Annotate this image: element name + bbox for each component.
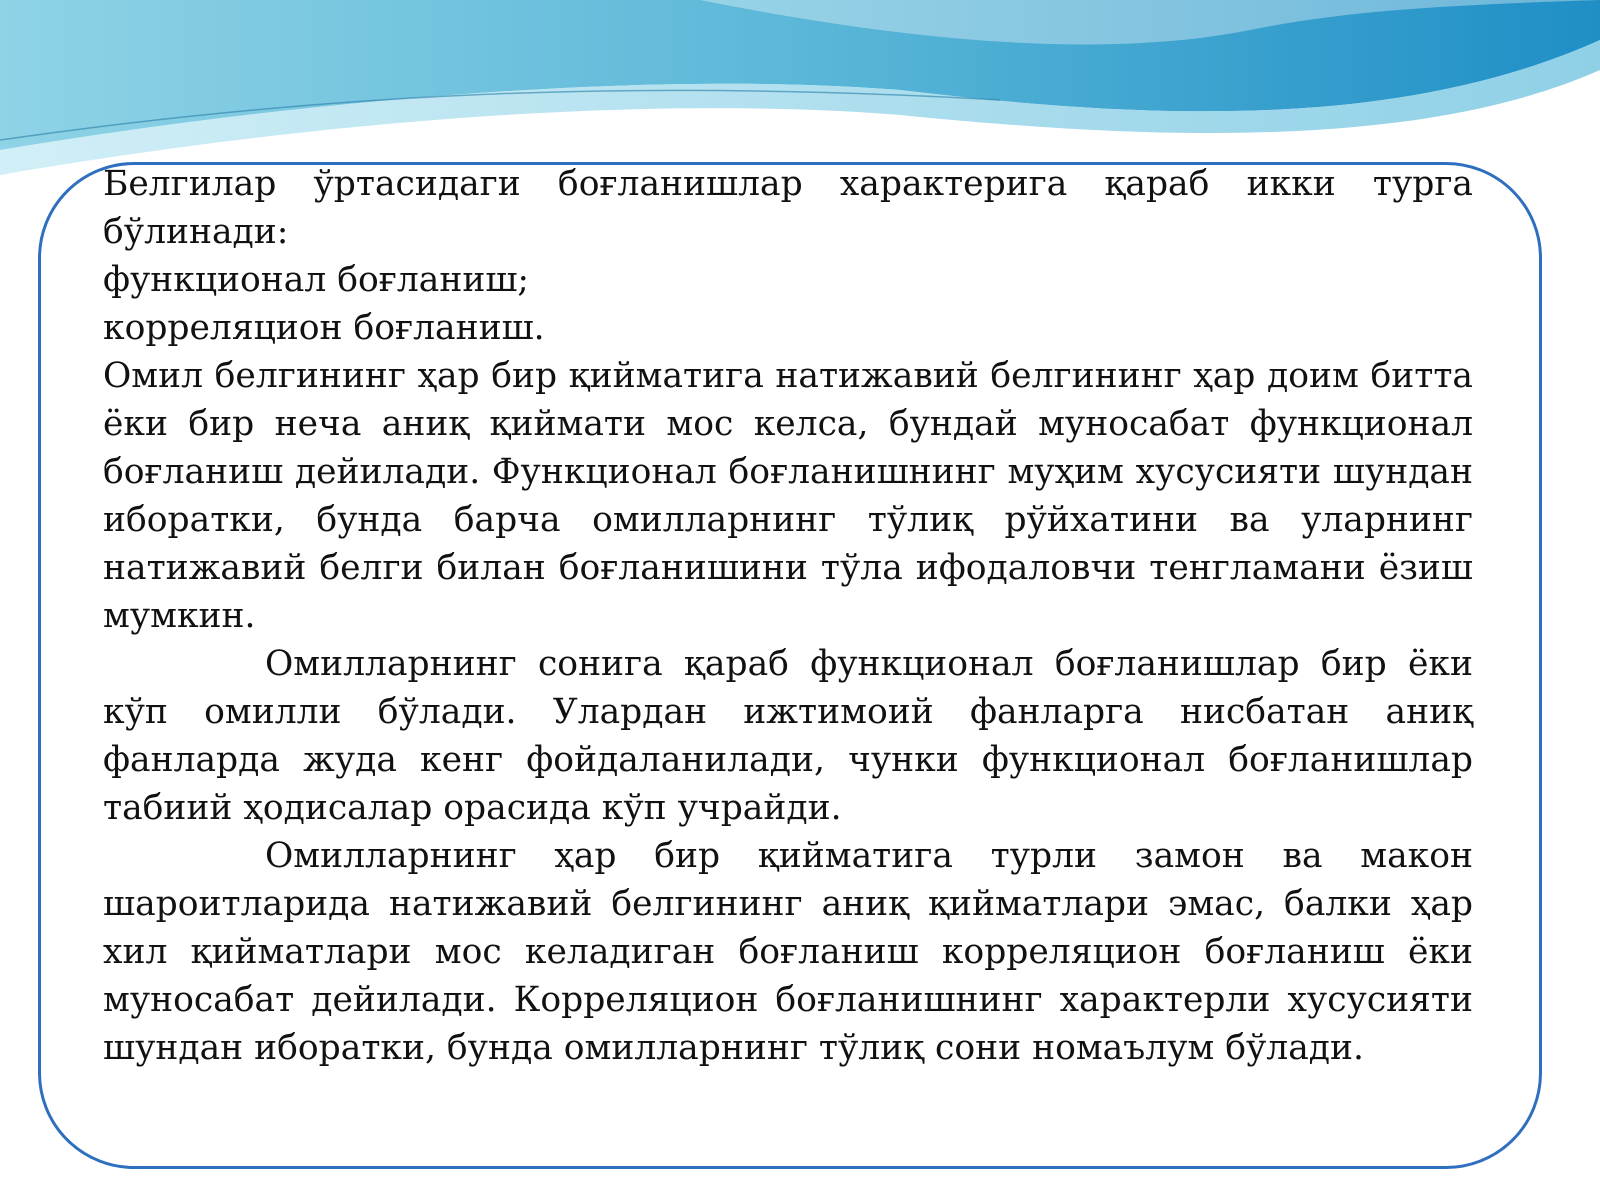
intro-paragraph: Белгилар ўртасидаги боғланишлар характерига қараб икки турга бўлинади:	[103, 164, 1473, 252]
paragraph-functional-definition: Омил белгининг ҳар бир қийматига натижавий белгининг ҳар доим битта ёки бир неча аниқ қиймати мос келса, бундай муносабат функционал боғланиш дейилади. Функционал боғланишнинг муҳим хусусияти шундан иборатки, бунда барча омилларнинг тўлиқ рўйхатини ва уларнинг натижавий белги билан боғланишини тўла ифодаловчи тенгламани ёзиш мумкин.	[103, 356, 1473, 636]
list-item-correlation: корреляцион боғланиш.	[103, 308, 545, 348]
paragraph-factor-count: Омилларнинг сонига қараб функционал боғланишлар бир ёки кўп омилли бўлади. Улардан ижтимоий фанларга нисбатан аниқ фанларда жуда кенг фойдаланилади, чунки функционал боғланишлар табиий ҳодисалар орасида кўп учрайди.	[103, 644, 1473, 828]
paragraph-correlation-definition: Омилларнинг ҳар бир қийматига турли замон ва макон шароитларида натижавий белгининг аниқ қийматлари эмас, балки ҳар хил қийматлари мос келадиган боғланиш корреляцион боғланиш ёки муносабат дейилади. Корреляцион боғланишнинг характерли хусусияти шундан иборатки, бунда омилларнинг тўлиқ сони номаълум бўлади.	[103, 836, 1473, 1068]
slide-body-text	[103, 160, 1473, 1072]
list-item-functional: функционал боғланиш;	[103, 260, 530, 300]
